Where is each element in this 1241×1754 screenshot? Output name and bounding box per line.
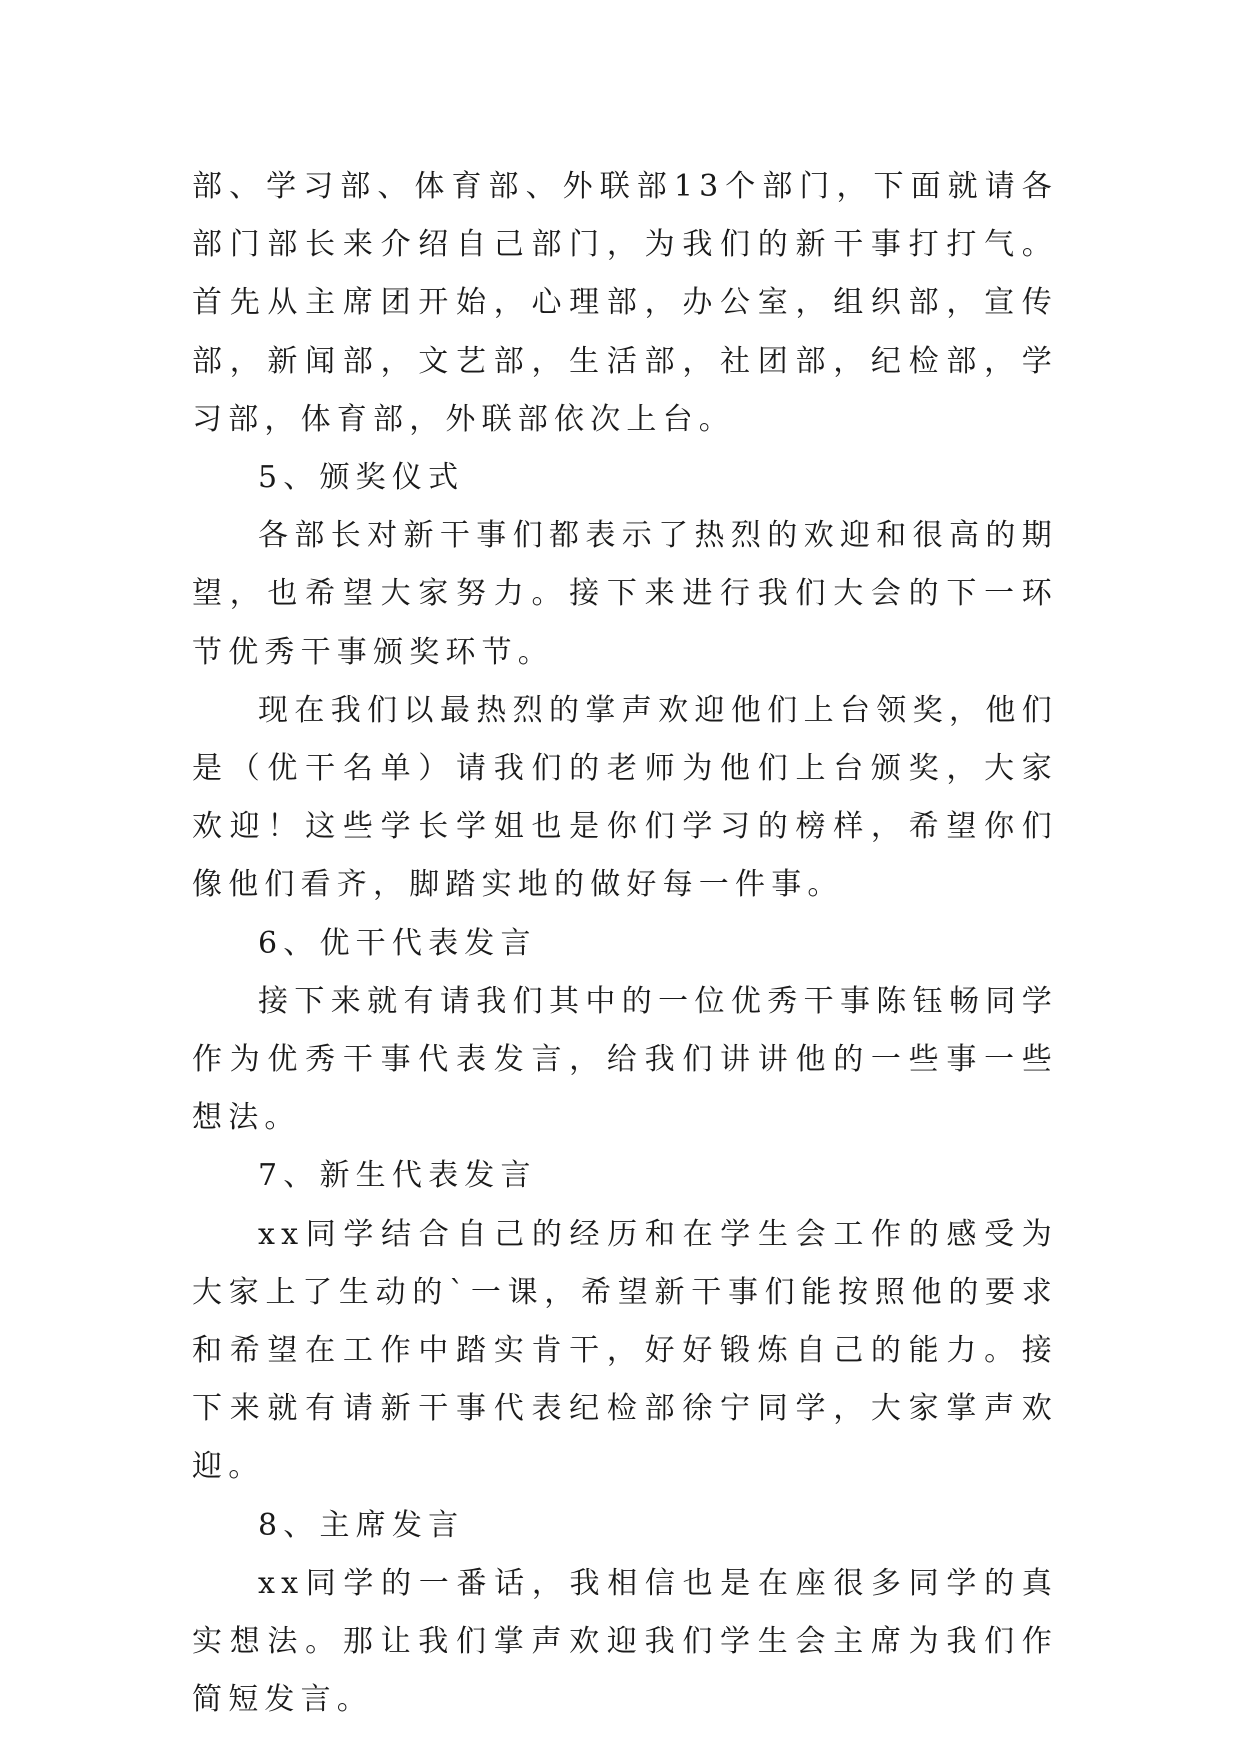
document-body [192,158,1058,1729]
paragraph-departments-intro: 部、学习部、体育部、外联部13个部门，下面就请各部门部长来介绍自己部门，为我们的新干事打打气。首先从主席团开始，心理部，办公室，组织部，宣传部，新闻部，文艺部，生活部，社团部，纪检部，学习部，体育部，外联部依次上台。 [192,169,1058,437]
section-heading-freshman-speech: 7、新生代表发言 [258,1158,537,1194]
paragraph-award-winners: 现在我们以最热烈的掌声欢迎他们上台领奖，他们是（优干名单）请我们的老师为他们上台颁奖，大家欢迎！这些学长学姐也是你们学习的榜样，希望你们像他们看齐，脚踏实地的做好每一件事。 [192,692,1058,903]
paragraph-chairman-speech: xx同学的一番话，我相信也是在座很多同学的真实想法。那让我们掌声欢迎我们学生会主席为我们作简短发言。 [192,1565,1058,1718]
section-heading-outstanding-speech: 6、优干代表发言 [258,925,537,961]
paragraph-freshman-speech: xx同学结合自己的经历和在学生会工作的感受为大家上了生动的`一课，希望新干事们能按照他的要求和希望在工作中踏实肯干，好好锻炼自己的能力。接下来就有请新干事代表纪检部徐宁同学，大家掌声欢迎。 [192,1216,1058,1485]
paragraph-award-intro: 各部长对新干事们都表示了热烈的欢迎和很高的期望，也希望大家努力。接下来进行我们大会的下一环节优秀干事颁奖环节。 [192,518,1058,670]
section-heading-chairman-speech: 8、主席发言 [258,1507,465,1543]
paragraph-outstanding-speech: 接下来就有请我们其中的一位优秀干事陈钰畅同学作为优秀干事代表发言，给我们讲讲他的一些事一些想法。 [192,983,1058,1136]
section-heading-award-ceremony: 5、颁奖仪式 [258,460,465,496]
